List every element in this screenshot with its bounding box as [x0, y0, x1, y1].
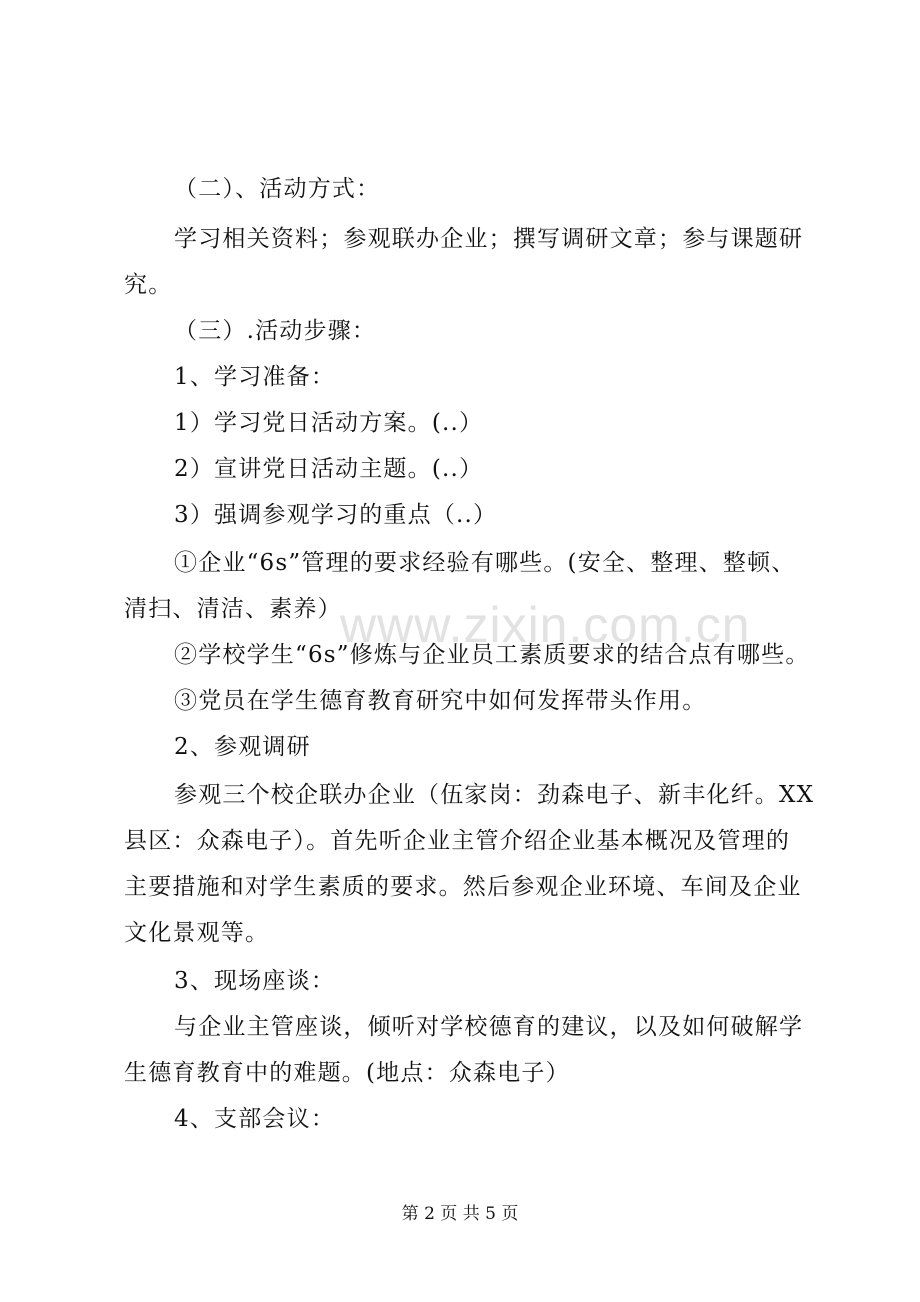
paragraph-line: 主要措施和对学生素质的要求。然后参观企业环境、车间及企业 [124, 874, 802, 900]
list-item: ②学校学生“6s”修炼与企业员工素质要求的结合点有哪些。 [174, 642, 810, 668]
step-heading: 4、支部会议： [174, 1106, 336, 1132]
step-heading: 3、现场座谈： [174, 968, 336, 994]
paragraph-line: 文化景观等。 [124, 920, 270, 946]
section-heading: （三）.活动步骤： [174, 318, 377, 344]
list-item: 1）学习党日活动方案。(..） [174, 410, 484, 436]
list-item: ①企业“6s”管理的要求经验有哪些。(安全、整理、整顿、 [174, 550, 796, 576]
list-item: ③党员在学生德育教育研究中如何发挥带头作用。 [174, 688, 707, 714]
paragraph-line: 清扫、清洁、素养） [124, 596, 342, 622]
paragraph-line: 参观三个校企联办企业（伍家岗：劲森电子、新丰化纤。XX [174, 782, 815, 808]
paragraph-line: 学习相关资料；参观联办企业；撰写调研文章；参与课题研 [174, 226, 804, 252]
list-item: 2）宣讲党日活动主题。(..） [174, 456, 484, 482]
paragraph-line: 生德育教育中的难题。(地点：众森电子） [124, 1060, 570, 1086]
paragraph-line: 与企业主管座谈，倾听对学校德育的建议，以及如何破解学 [174, 1014, 804, 1040]
paragraph-line: 究。 [124, 272, 173, 298]
page-footer: 第 2 页 共 5 页 [401, 1204, 519, 1224]
watermark: www.zixin.com.cn [340, 597, 751, 653]
list-item: 3）强调参观学习的重点（..） [174, 502, 498, 528]
paragraph-line: 县区：众森电子）。首先听企业主管介绍企业基本概况及管理的 [124, 828, 791, 854]
step-heading: 1、学习准备： [174, 364, 336, 390]
section-heading: （二）、活动方式： [174, 176, 381, 202]
step-heading: 2、参观调研 [174, 734, 311, 760]
